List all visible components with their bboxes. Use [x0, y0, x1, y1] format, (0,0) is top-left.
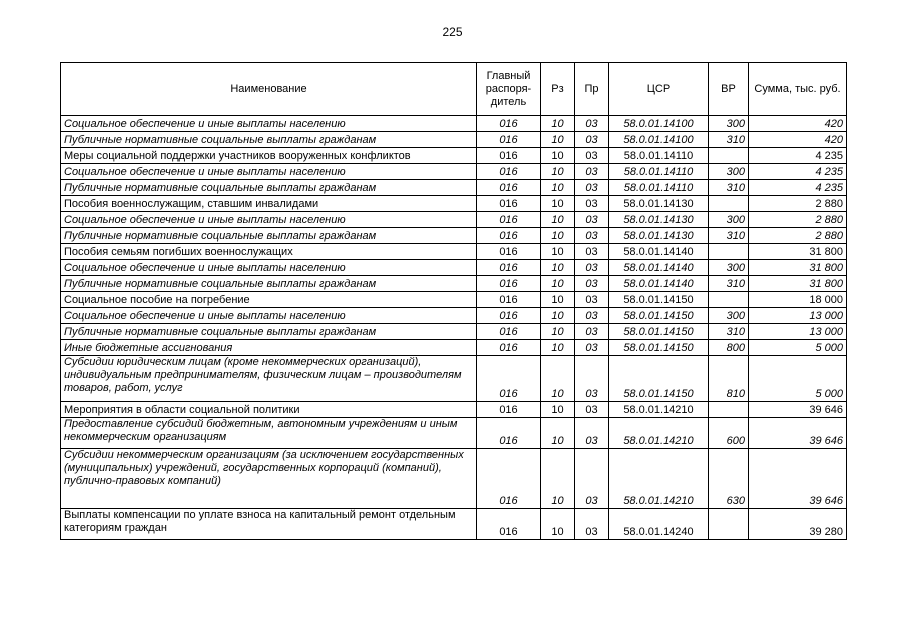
cell-admin: 016 [477, 132, 541, 148]
cell-admin: 016 [477, 260, 541, 276]
page-number: 225 [442, 25, 463, 39]
cell-rz: 10 [541, 308, 575, 324]
cell-vr [709, 509, 749, 540]
cell-sum: 39 646 [749, 402, 847, 418]
cell-admin: 016 [477, 164, 541, 180]
cell-rz: 10 [541, 180, 575, 196]
cell-pr: 03 [575, 356, 609, 402]
cell-vr [709, 292, 749, 308]
cell-csr: 58.0.01.14150 [609, 340, 709, 356]
cell-vr: 310 [709, 180, 749, 196]
cell-csr: 58.0.01.14240 [609, 509, 709, 540]
cell-vr: 600 [709, 418, 749, 449]
cell-admin: 016 [477, 180, 541, 196]
table-row [61, 196, 847, 212]
cell-name: Социальное обеспечение и иные выплаты населению [61, 260, 477, 276]
cell-name: Социальное пособие на погребение [61, 292, 477, 308]
cell-pr: 03 [575, 180, 609, 196]
budget-table [60, 62, 847, 540]
cell-admin: 016 [477, 148, 541, 164]
table-row [61, 228, 847, 244]
cell-csr: 58.0.01.14110 [609, 180, 709, 196]
cell-pr: 03 [575, 116, 609, 132]
cell-pr: 03 [575, 228, 609, 244]
cell-pr: 03 [575, 276, 609, 292]
cell-name: Пособия семьям погибших военнослужащих [61, 244, 477, 260]
cell-sum: 4 235 [749, 164, 847, 180]
cell-sum: 4 235 [749, 180, 847, 196]
cell-vr [709, 148, 749, 164]
cell-sum: 420 [749, 132, 847, 148]
cell-rz: 10 [541, 148, 575, 164]
header-sum: Сумма, тыс. руб. [749, 63, 847, 116]
cell-name: Публичные нормативные социальные выплаты гражданам [61, 132, 477, 148]
cell-admin: 016 [477, 212, 541, 228]
cell-sum: 13 000 [749, 324, 847, 340]
cell-csr: 58.0.01.14150 [609, 308, 709, 324]
cell-name: Мероприятия в области социальной политики [61, 402, 477, 418]
cell-admin: 016 [477, 244, 541, 260]
cell-rz: 10 [541, 244, 575, 260]
table-row [61, 292, 847, 308]
cell-csr: 58.0.01.14130 [609, 196, 709, 212]
cell-pr: 03 [575, 148, 609, 164]
table-row [61, 340, 847, 356]
header-csr: ЦСР [609, 63, 709, 116]
table-row [61, 308, 847, 324]
cell-admin: 016 [477, 340, 541, 356]
cell-pr: 03 [575, 196, 609, 212]
cell-vr: 310 [709, 324, 749, 340]
table-row [61, 148, 847, 164]
cell-vr: 300 [709, 260, 749, 276]
cell-csr: 58.0.01.14100 [609, 116, 709, 132]
cell-vr: 300 [709, 116, 749, 132]
header-rz: Рз [541, 63, 575, 116]
table-row [61, 212, 847, 228]
cell-name: Субсидии юридическим лицам (кроме некоммерческих организаций), индивидуальным предпринимателям, физическим лицам – производителям товаров, работ, услуг [61, 356, 477, 402]
cell-sum: 18 000 [749, 292, 847, 308]
cell-csr: 58.0.01.14140 [609, 260, 709, 276]
cell-sum: 5 000 [749, 356, 847, 402]
cell-pr: 03 [575, 212, 609, 228]
cell-csr: 58.0.01.14110 [609, 164, 709, 180]
cell-name: Социальное обеспечение и иные выплаты населению [61, 212, 477, 228]
cell-sum: 39 646 [749, 418, 847, 449]
table-row [61, 418, 847, 449]
cell-pr: 03 [575, 292, 609, 308]
cell-vr [709, 196, 749, 212]
cell-vr: 300 [709, 164, 749, 180]
table-body [61, 116, 847, 540]
cell-csr: 58.0.01.14110 [609, 148, 709, 164]
cell-vr: 310 [709, 132, 749, 148]
cell-rz: 10 [541, 228, 575, 244]
cell-sum: 31 800 [749, 244, 847, 260]
cell-name: Социальное обеспечение и иные выплаты населению [61, 164, 477, 180]
cell-vr [709, 244, 749, 260]
cell-name: Публичные нормативные социальные выплаты гражданам [61, 180, 477, 196]
cell-name: Субсидии некоммерческим организациям (за исключением государственных (муниципальных) учреждений, государственных корпораций (компаний), публично-правовых компаний) [61, 449, 477, 509]
cell-rz: 10 [541, 292, 575, 308]
cell-rz: 10 [541, 164, 575, 180]
cell-admin: 016 [477, 308, 541, 324]
table-row [61, 509, 847, 540]
cell-rz: 10 [541, 340, 575, 356]
cell-rz: 10 [541, 260, 575, 276]
cell-pr: 03 [575, 340, 609, 356]
cell-rz: 10 [541, 276, 575, 292]
cell-sum: 4 235 [749, 148, 847, 164]
cell-pr: 03 [575, 418, 609, 449]
cell-rz: 10 [541, 402, 575, 418]
cell-admin: 016 [477, 116, 541, 132]
table-row [61, 276, 847, 292]
cell-rz: 10 [541, 449, 575, 509]
cell-rz: 10 [541, 212, 575, 228]
cell-vr: 300 [709, 212, 749, 228]
cell-name: Социальное обеспечение и иные выплаты населению [61, 116, 477, 132]
cell-pr: 03 [575, 324, 609, 340]
table-row [61, 116, 847, 132]
cell-sum: 420 [749, 116, 847, 132]
cell-csr: 58.0.01.14100 [609, 132, 709, 148]
cell-admin: 016 [477, 276, 541, 292]
cell-csr: 58.0.01.14210 [609, 418, 709, 449]
cell-pr: 03 [575, 164, 609, 180]
cell-csr: 58.0.01.14130 [609, 228, 709, 244]
cell-pr: 03 [575, 308, 609, 324]
cell-name: Иные бюджетные ассигнования [61, 340, 477, 356]
cell-admin: 016 [477, 196, 541, 212]
header-admin: Главный распоря-дитель [477, 63, 541, 116]
cell-admin: 016 [477, 418, 541, 449]
cell-rz: 10 [541, 509, 575, 540]
table-row [61, 402, 847, 418]
cell-pr: 03 [575, 132, 609, 148]
cell-sum: 39 280 [749, 509, 847, 540]
cell-csr: 58.0.01.14140 [609, 244, 709, 260]
cell-pr: 03 [575, 402, 609, 418]
cell-name: Выплаты компенсации по уплате взноса на капитальный ремонт отдельным категориям граждан [61, 509, 477, 540]
cell-admin: 016 [477, 324, 541, 340]
cell-admin: 016 [477, 509, 541, 540]
cell-admin: 016 [477, 356, 541, 402]
cell-sum: 13 000 [749, 308, 847, 324]
cell-admin: 016 [477, 292, 541, 308]
cell-csr: 58.0.01.14210 [609, 402, 709, 418]
cell-vr: 310 [709, 276, 749, 292]
cell-name: Предоставление субсидий бюджетным, автономным учреждениям и иным некоммерческим организациям [61, 418, 477, 449]
cell-name: Публичные нормативные социальные выплаты гражданам [61, 276, 477, 292]
cell-admin: 016 [477, 228, 541, 244]
header-row [61, 63, 847, 116]
cell-vr [709, 402, 749, 418]
cell-sum: 2 880 [749, 228, 847, 244]
cell-csr: 58.0.01.14140 [609, 276, 709, 292]
cell-vr: 800 [709, 340, 749, 356]
cell-pr: 03 [575, 260, 609, 276]
cell-sum: 2 880 [749, 212, 847, 228]
header-pr: Пр [575, 63, 609, 116]
table-row [61, 180, 847, 196]
cell-vr: 810 [709, 356, 749, 402]
cell-rz: 10 [541, 132, 575, 148]
cell-name: Публичные нормативные социальные выплаты гражданам [61, 228, 477, 244]
cell-name: Меры социальной поддержки участников вооруженных конфликтов [61, 148, 477, 164]
cell-sum: 2 880 [749, 196, 847, 212]
cell-vr: 630 [709, 449, 749, 509]
cell-rz: 10 [541, 324, 575, 340]
cell-csr: 58.0.01.14130 [609, 212, 709, 228]
cell-vr: 310 [709, 228, 749, 244]
cell-sum: 39 646 [749, 449, 847, 509]
cell-name: Пособия военнослужащим, ставшим инвалидами [61, 196, 477, 212]
cell-admin: 016 [477, 449, 541, 509]
cell-sum: 31 800 [749, 260, 847, 276]
cell-name: Социальное обеспечение и иные выплаты населению [61, 308, 477, 324]
cell-csr: 58.0.01.14150 [609, 356, 709, 402]
cell-pr: 03 [575, 509, 609, 540]
table-row [61, 260, 847, 276]
table-row [61, 324, 847, 340]
header-vr: ВР [709, 63, 749, 116]
cell-rz: 10 [541, 116, 575, 132]
cell-rz: 10 [541, 196, 575, 212]
cell-admin: 016 [477, 402, 541, 418]
table-row [61, 244, 847, 260]
cell-name: Публичные нормативные социальные выплаты гражданам [61, 324, 477, 340]
cell-sum: 5 000 [749, 340, 847, 356]
table-row [61, 164, 847, 180]
table-row [61, 356, 847, 402]
cell-vr: 300 [709, 308, 749, 324]
cell-pr: 03 [575, 449, 609, 509]
cell-csr: 58.0.01.14150 [609, 292, 709, 308]
cell-pr: 03 [575, 244, 609, 260]
cell-rz: 10 [541, 418, 575, 449]
cell-csr: 58.0.01.14150 [609, 324, 709, 340]
cell-csr: 58.0.01.14210 [609, 449, 709, 509]
cell-rz: 10 [541, 356, 575, 402]
table-row [61, 449, 847, 509]
cell-sum: 31 800 [749, 276, 847, 292]
table-row [61, 132, 847, 148]
header-name: Наименование [61, 63, 477, 116]
